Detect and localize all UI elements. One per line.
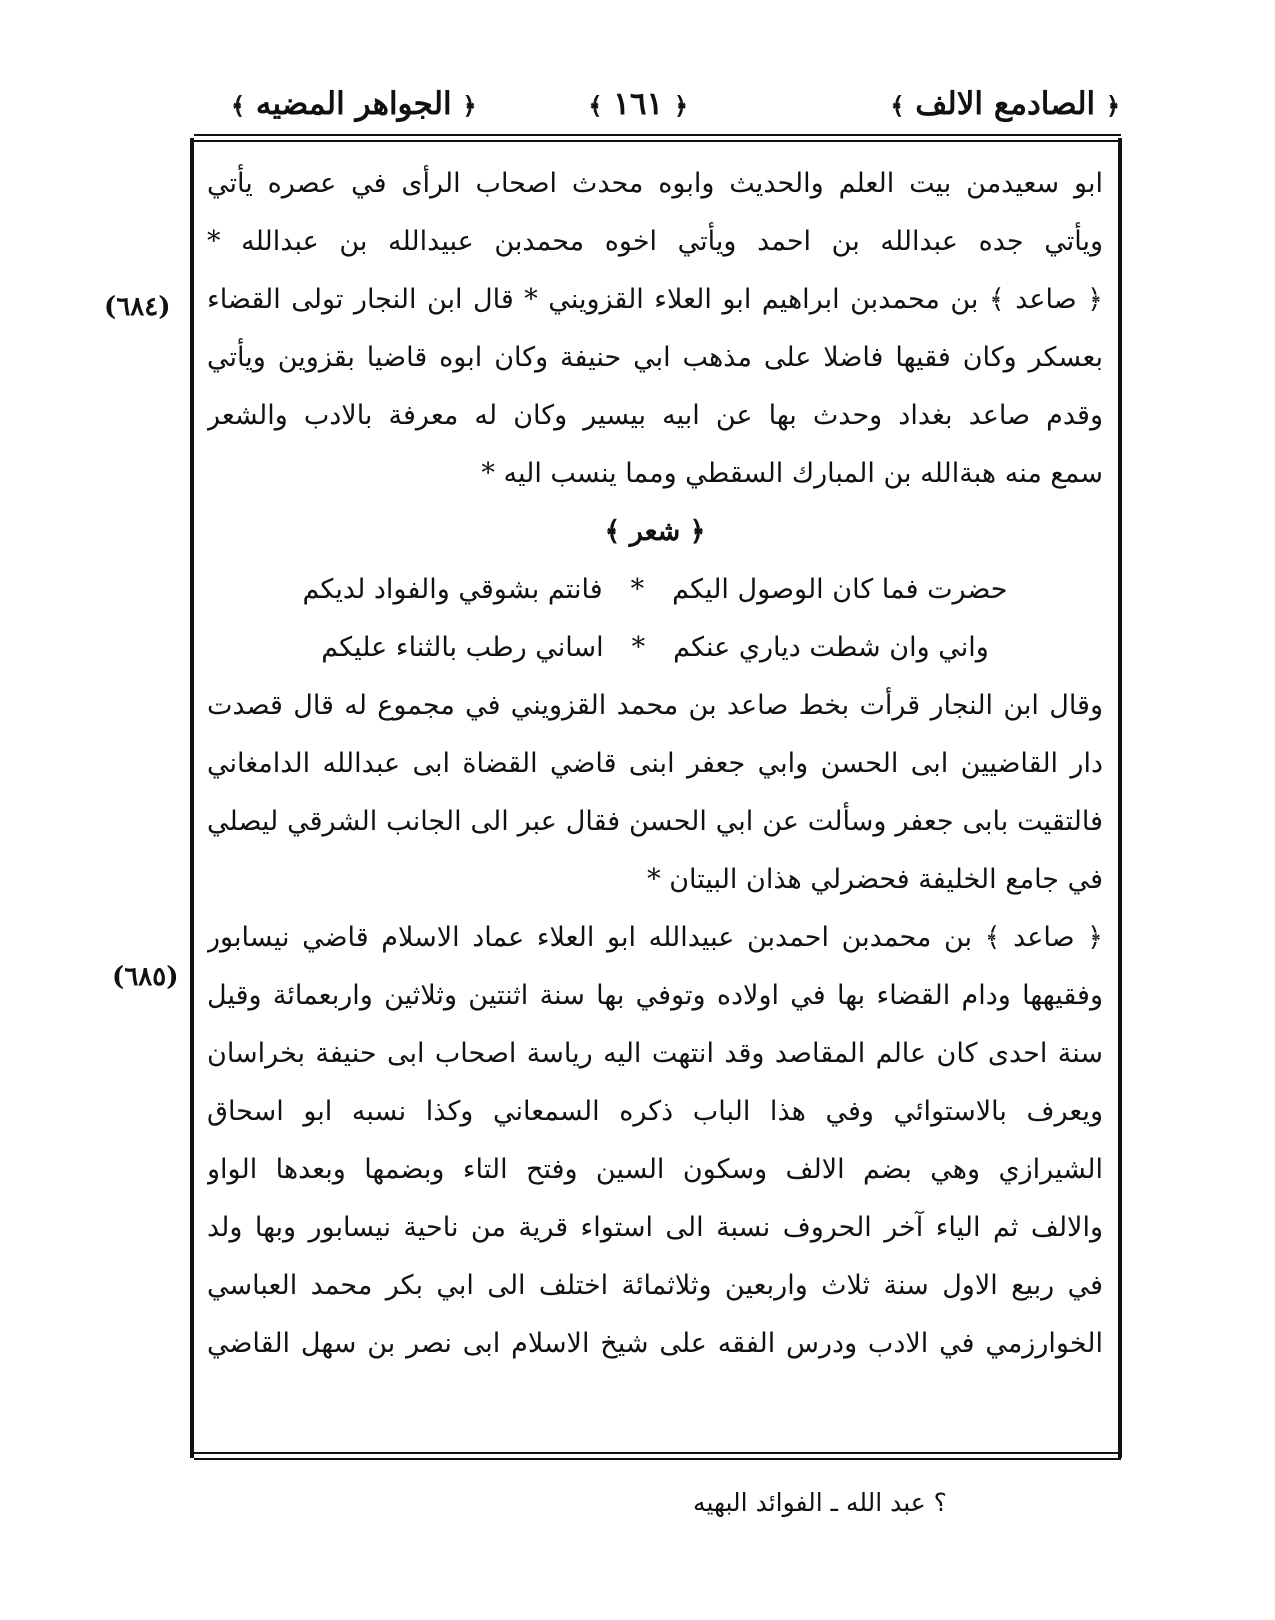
page-number bbox=[588, 86, 688, 122]
verse-line bbox=[207, 619, 1103, 677]
entry-heading-line: ﴿ صاعد ﴾ بن محمدبن ابراهيم ابو العلاء القزويني * قال ابن النجار تولى القضاء bbox=[207, 284, 1103, 315]
running-title-right bbox=[890, 86, 1120, 122]
text-line: في ربيع الاول سنة ثلاث واربعين وثلاثمائة اختلف الى ابي بكر محمد العباسي bbox=[207, 1270, 1103, 1301]
text-line: فالتقيت بابى جعفر وسألت عن ابي الحسن فقال عبر الى الجانب الشرقي ليصلي bbox=[207, 806, 1103, 837]
verse-separator: * bbox=[630, 574, 645, 605]
verse-hemistich: اساني رطب بالثناء عليكم bbox=[321, 632, 604, 663]
footer-rule-bottom bbox=[194, 1458, 1121, 1460]
entry-number-684: (٦٨٤) bbox=[104, 292, 171, 322]
text-line: في جامع الخليفة فحضرلي هذان البيتان * bbox=[647, 864, 1103, 895]
text-line: وقدم صاعد بغداد وحدث بها عن ابيه بيسير وكان له معرفة بالادب والشعر bbox=[207, 400, 1103, 431]
verse-hemistich: حضرت فما كان الوصول اليكم bbox=[672, 574, 1008, 605]
text-line: الخوارزمي في الادب ودرس الفقه على شيخ الاسلام ابى نصر بن سهل القاضي bbox=[207, 1328, 1103, 1359]
text-line: دار القاضيين ابى الحسن وابي جعفر ابنى قاضي القضاة ابى عبدالله الدامغاني bbox=[207, 748, 1103, 779]
text-line: ويأتي جده عبدالله بن احمد ويأتي اخوه محمدبن عبيدالله بن عبدالله * bbox=[207, 226, 1103, 257]
verse-hemistich: واني وان شطت دياري عنكم bbox=[673, 632, 989, 663]
text-line: ابو سعيدمن بيت العلم والحديث وابوه محدث اصحاب الرأى في عصره يأتي bbox=[207, 168, 1103, 199]
entry-heading-line: ﴿ صاعد ﴾ بن محمدبن احمدبن عبيدالله ابو العلاء عماد الاسلام قاضي نيسابور bbox=[207, 922, 1103, 953]
header-rule-top bbox=[194, 134, 1121, 136]
verse-hemistich: فانتم بشوقي والفواد لديكم bbox=[302, 574, 603, 605]
text-line: والالف ثم الياء آخر الحروف نسبة الى استواء قرية من ناحية نيسابور وبها ولد bbox=[207, 1212, 1103, 1243]
page-header bbox=[215, 80, 1120, 130]
poetry-heading: ﴿ شعر ﴾ bbox=[604, 516, 706, 547]
running-title-left bbox=[231, 86, 477, 122]
ornament-bracket: ﴿ bbox=[462, 91, 477, 120]
verse-line bbox=[207, 561, 1103, 619]
entry-number-685: (٦٨٥) bbox=[112, 962, 179, 992]
text-line: وقال ابن النجار قرأت بخط صاعد بن محمد القزويني في مجموع له قال قصدت bbox=[207, 690, 1103, 721]
verse-separator: * bbox=[631, 632, 646, 663]
text-line: الشيرازي وهي بضم الالف وسكون السين وفتح التاء وبضمها وبعدها الواو bbox=[207, 1154, 1103, 1185]
ornament-bracket: ﴾ bbox=[231, 91, 246, 120]
ornament-bracket: ﴾ bbox=[588, 91, 603, 120]
text-line: وفقيهها ودام القضاء بها في اولاده وتوفي بها سنة اثنتين وثلاثين واربعمائة وقيل bbox=[207, 980, 1103, 1011]
running-title-right-text: الصادمع الالف bbox=[915, 86, 1096, 122]
ornament-bracket: ﴾ bbox=[890, 91, 905, 120]
text-line: بعسكر وكان فقيها فاضلا على مذهب ابي حنيفة وكان ابوه قاضيا بقزوين ويأتي bbox=[207, 342, 1103, 373]
text-line: سنة احدى كان عالم المقاصد وقد انتهت اليه رياسة اصحاب ابى حنيفة بخراسان bbox=[207, 1038, 1103, 1069]
ornament-bracket: ﴿ bbox=[673, 91, 688, 120]
running-title-left-text: الجواهر المضيه bbox=[255, 86, 452, 122]
text-line: ويعرف بالاستوائي وفي هذا الباب ذكره السمعاني وكذا نسبه ابو اسحاق bbox=[207, 1096, 1103, 1127]
ornament-bracket: ﴿ bbox=[1105, 91, 1120, 120]
page-number-text: ١٦١ bbox=[613, 86, 664, 122]
body-text bbox=[207, 155, 1103, 1455]
footnote: ؟ عبد الله ـ الفوائد البهيه bbox=[693, 1488, 947, 1517]
text-line: سمع منه هبةالله بن المبارك السقطي ومما ينسب اليه * bbox=[481, 458, 1103, 489]
